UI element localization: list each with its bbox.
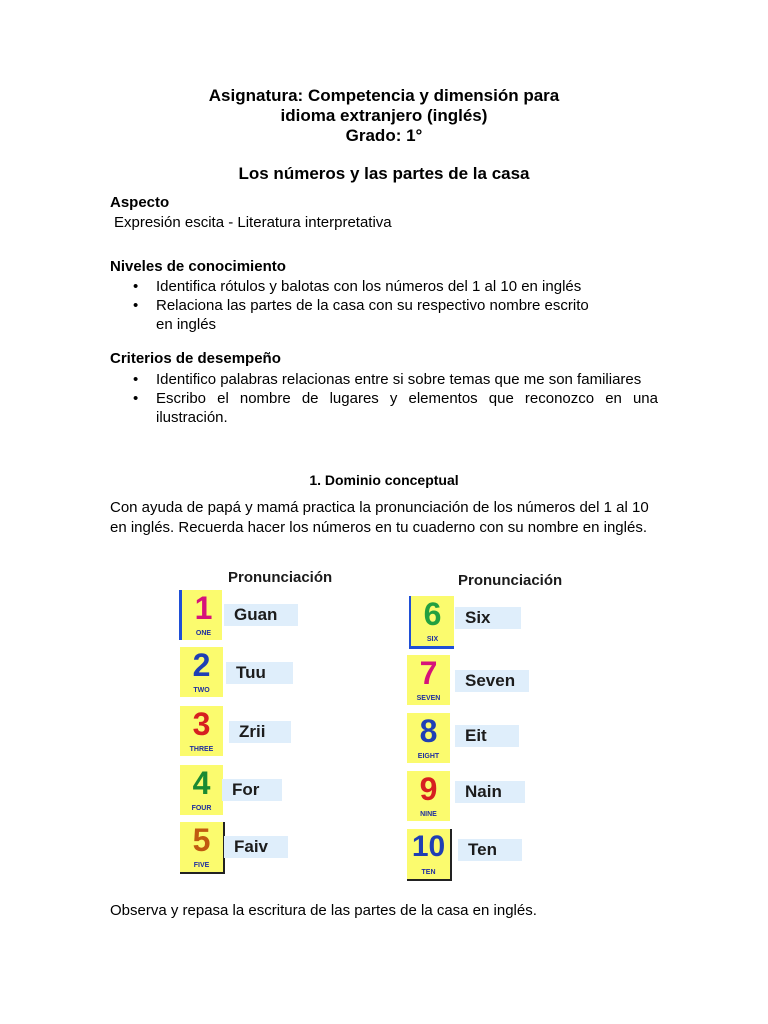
number-tile bbox=[407, 655, 450, 705]
list-item: • Escribo el nombre de lugares y elementos que reconozco en una ilustración. bbox=[133, 390, 658, 426]
number-word: EIGHT bbox=[417, 753, 440, 760]
number-tile bbox=[407, 771, 450, 821]
number-digit: 7 bbox=[419, 655, 438, 691]
number-tile bbox=[409, 596, 454, 649]
section-paragraph: Con ayuda de papá y mamá practica la pronunciación de los números del 1 al 10 en inglés. Recuerda hacer los números en tu cuaderno con su nombre en inglés. bbox=[110, 499, 649, 536]
pronunciation-label: Nain bbox=[455, 781, 525, 803]
number-word: SEVEN bbox=[416, 695, 441, 702]
aspecto-text: Expresión escita - Literatura interpretativa bbox=[114, 214, 392, 231]
pronunciation-label: Six bbox=[455, 607, 521, 629]
niveles-title: Niveles de conocimiento bbox=[110, 258, 286, 275]
pronunciation-label: Zrii bbox=[229, 721, 291, 743]
number-digit: 2 bbox=[192, 647, 211, 683]
pronunciation-heading-right: Pronunciación bbox=[458, 572, 563, 589]
number-digit: 5 bbox=[192, 822, 211, 858]
pronunciation-label: Faiv bbox=[224, 836, 288, 858]
criterios-title: Criterios de desempeño bbox=[110, 350, 281, 367]
criterios-list bbox=[110, 370, 658, 427]
footer-instruction: Observa y repasa la escritura de las partes de la casa en inglés. bbox=[110, 902, 537, 919]
number-word: FOUR bbox=[191, 805, 212, 812]
number-word: TWO bbox=[193, 687, 210, 694]
number-tile bbox=[407, 829, 452, 881]
document-header bbox=[0, 86, 768, 146]
number-digit: 3 bbox=[192, 706, 211, 742]
number-digit: 6 bbox=[423, 596, 442, 632]
list-item: • Relaciona las partes de la casa con su respectivo nombre escrito en inglés bbox=[133, 297, 589, 333]
header-subject-cont: idioma extranjero (inglés) bbox=[280, 106, 488, 125]
pronunciation-label: Guan bbox=[224, 604, 298, 626]
pronunciation-label: Ten bbox=[458, 839, 522, 861]
aspecto-title: Aspecto bbox=[110, 194, 170, 211]
pronunciation-label: Tuu bbox=[226, 662, 293, 684]
number-word: TEN bbox=[421, 869, 436, 876]
number-digit: 9 bbox=[419, 771, 438, 807]
number-tile bbox=[180, 647, 223, 697]
number-word: THREE bbox=[189, 746, 214, 753]
niveles-list bbox=[110, 277, 658, 334]
number-digit: 4 bbox=[192, 765, 211, 801]
number-word: NINE bbox=[420, 811, 437, 818]
list-item: • Identifica rótulos y balotas con los números del 1 al 10 en inglés bbox=[133, 278, 582, 295]
pronunciation-label: Eit bbox=[455, 725, 519, 747]
pronunciation-heading-left: Pronunciación bbox=[228, 569, 333, 586]
number-tile bbox=[407, 713, 450, 763]
number-digit: 8 bbox=[419, 713, 438, 749]
header-grade: Grado: 1° bbox=[345, 126, 423, 145]
number-word: FIVE bbox=[193, 862, 210, 869]
pronunciation-label: Seven bbox=[455, 670, 529, 692]
section-title: 1. Dominio conceptual bbox=[309, 472, 459, 488]
number-tile bbox=[180, 822, 225, 874]
header-subject: Asignatura: Competencia y dimensión para bbox=[208, 86, 560, 105]
number-tile bbox=[180, 765, 223, 815]
pronunciation-label: For bbox=[222, 779, 282, 801]
document-subtitle: Los números y las partes de la casa bbox=[238, 164, 530, 183]
number-digit: 10 bbox=[411, 830, 446, 863]
number-word: SIX bbox=[426, 636, 439, 643]
number-word: ONE bbox=[195, 630, 212, 637]
number-tile bbox=[179, 590, 222, 640]
number-tile bbox=[180, 706, 223, 756]
number-digit: 1 bbox=[194, 590, 213, 626]
list-item: • Identifico palabras relacionas entre si sobre temas que me son familiares bbox=[133, 371, 642, 388]
